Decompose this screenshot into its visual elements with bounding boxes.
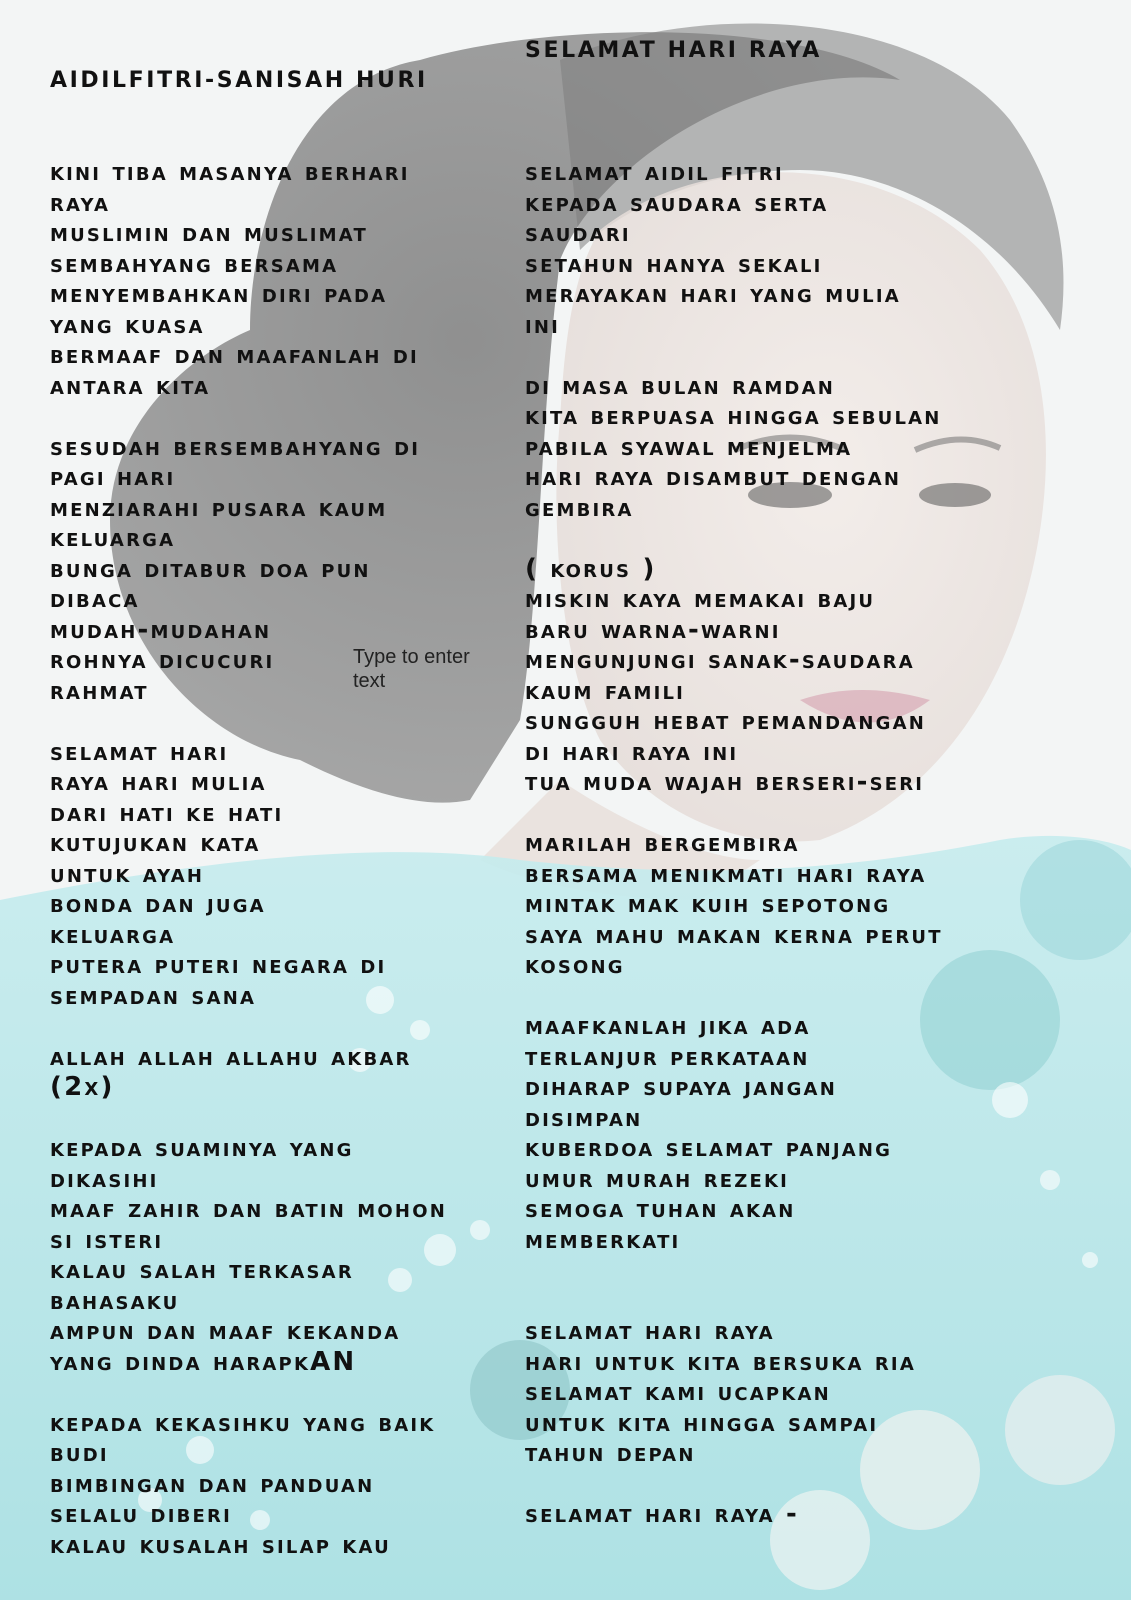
lyric-line: ini bbox=[525, 309, 561, 340]
lyric-line: (2x) bbox=[50, 1072, 115, 1102]
lyric-line: selamat hari bbox=[50, 736, 229, 767]
lyric-line: kepada kekasihku yang baik bbox=[50, 1407, 436, 1438]
lyric-line: raya hari mulia bbox=[50, 767, 267, 797]
lyric-line: selamat hari raya bbox=[525, 1316, 775, 1346]
lyric-line: mintak mak kuih sepotong bbox=[525, 889, 891, 919]
lyric-line: mengunjungi sanak-saudara bbox=[525, 645, 915, 675]
stanza-gap bbox=[525, 523, 1125, 554]
lyric-line: tua muda wajah berseri-seri bbox=[525, 767, 925, 797]
lyric-line: sungguh hebat pemandangan bbox=[525, 706, 926, 736]
lyric-line: marilah bergembira bbox=[525, 828, 800, 858]
lyric-line: bimbingan dan panduan bbox=[50, 1468, 375, 1499]
lyric-line: keluarga bbox=[50, 523, 176, 553]
stanza-gap bbox=[525, 981, 1125, 1012]
right-column-title: SELAMAT HARI RAYA bbox=[525, 38, 822, 63]
lyric-line: sembahyang bersama bbox=[50, 248, 339, 279]
lyric-line: kaum famili bbox=[525, 675, 686, 706]
stanza-gap bbox=[525, 340, 1125, 371]
lyric-line: tahun depan bbox=[525, 1438, 696, 1468]
lyric-line: kepada saudara serta bbox=[525, 187, 829, 218]
lyric-line: bermaaf dan maafanlah di bbox=[50, 340, 419, 370]
lyric-line: maaf zahir dan batin mohon bbox=[50, 1194, 447, 1224]
lyric-line: hari untuk kita bersuka ria bbox=[525, 1346, 916, 1377]
lyric-line: kalau kusalah silap kau bbox=[50, 1529, 391, 1560]
stanza-gap bbox=[50, 706, 490, 737]
stanza-gap bbox=[50, 1103, 490, 1134]
lyric-line: merayakan hari yang mulia bbox=[525, 279, 901, 309]
lyric-line: antara kita bbox=[50, 370, 211, 401]
right-lyrics-column bbox=[525, 157, 1125, 1530]
lyric-line: dari hati ke hati bbox=[50, 797, 284, 828]
lyric-line: kita berpuasa hingga sebulan bbox=[525, 401, 942, 431]
stanza-gap bbox=[525, 1255, 1125, 1286]
lyric-line: rahmat bbox=[50, 675, 149, 706]
lyric-line: bonda dan juga bbox=[50, 889, 266, 919]
lyric-line: gembira bbox=[525, 492, 634, 523]
lyric-line: keluarga bbox=[50, 919, 176, 950]
stanza-gap bbox=[525, 1286, 1125, 1317]
lyric-line: terlanjur perkataan bbox=[525, 1041, 810, 1072]
lyric-line: miskin kaya memakai baju bbox=[525, 584, 876, 614]
text-box-placeholder[interactable]: Type to enter text bbox=[353, 646, 470, 692]
lyric-line: saudari bbox=[525, 218, 631, 248]
stanza-gap bbox=[50, 401, 490, 432]
lyric-line: umur murah rezeki bbox=[525, 1163, 790, 1194]
lyric-line: sempadan sana bbox=[50, 980, 257, 1011]
lyric-line: ( korus ) bbox=[525, 553, 657, 584]
lyric-line: diharap supaya jangan bbox=[525, 1072, 837, 1102]
lyric-line: di hari raya ini bbox=[525, 736, 739, 767]
lyric-line: untuk ayah bbox=[50, 858, 205, 889]
lyric-line: kutujukan kata bbox=[50, 828, 261, 858]
lyric-line: muslimin dan muslimat bbox=[50, 218, 368, 248]
lyric-line: putera puteri negara di bbox=[50, 950, 387, 980]
lyric-line: baru warna-warni bbox=[525, 614, 781, 645]
lyric-line: pabila syawal menjelma bbox=[525, 431, 853, 462]
lyric-line: kosong bbox=[525, 950, 625, 980]
lyric-line: si isteri bbox=[50, 1224, 164, 1255]
lyric-line: disimpan bbox=[525, 1102, 643, 1133]
stanza-gap bbox=[525, 798, 1125, 829]
lyric-line: yang dinda harapkAN bbox=[50, 1346, 357, 1377]
lyric-line: bunga ditabur doa pun bbox=[50, 553, 371, 584]
lyric-line: kuberdoa selamat panjang bbox=[525, 1133, 893, 1163]
lyric-line: dibaca bbox=[50, 584, 140, 614]
lyric-line: selamat aidil fitri bbox=[525, 157, 784, 187]
lyric-line: bersama menikmati hari raya bbox=[525, 858, 927, 889]
lyric-line: rohnya dicucuri bbox=[50, 645, 275, 675]
lyric-line: sesudah bersembahyang di bbox=[50, 431, 421, 462]
lyric-line: ampun dan maaf kekanda bbox=[50, 1316, 401, 1346]
lyric-line: saya mahu makan kerna perut bbox=[525, 919, 943, 950]
lyric-line: kepada suaminya yang bbox=[50, 1133, 354, 1163]
left-lyrics-column bbox=[50, 157, 490, 1560]
lyric-line: dikasihi bbox=[50, 1163, 159, 1194]
lyric-line: selamat hari raya - bbox=[525, 1499, 799, 1529]
stanza-gap bbox=[50, 1377, 490, 1408]
lyric-line: menziarahi pusara kaum bbox=[50, 492, 388, 523]
lyric-line: kalau salah terkasar bbox=[50, 1255, 354, 1285]
lyric-line: selamat kami ucapkan bbox=[525, 1377, 831, 1407]
stanza-gap bbox=[50, 1011, 490, 1042]
lyric-line: kini tiba masanya berhari bbox=[50, 157, 410, 187]
lyric-line: semoga tuhan akan bbox=[525, 1194, 796, 1224]
lyric-line: budi bbox=[50, 1438, 109, 1468]
lyric-line: pagi hari bbox=[50, 462, 176, 492]
lyric-line: selalu diberi bbox=[50, 1499, 232, 1529]
lyric-line: bahasaku bbox=[50, 1285, 180, 1316]
lyric-line: mudah-mudahan bbox=[50, 614, 272, 645]
lyric-line: raya bbox=[50, 187, 111, 218]
song-title: AIDILFITRI-SANISAH HURI bbox=[50, 68, 428, 93]
lyric-line: yang kuasa bbox=[50, 309, 205, 340]
lyric-line: untuk kita hingga sampai bbox=[525, 1407, 879, 1438]
lyric-line: allah allah allahu akbar bbox=[50, 1041, 412, 1072]
lyric-line: menyembahkan diri pada bbox=[50, 279, 388, 309]
lyric-line: hari raya disambut dengan bbox=[525, 462, 902, 492]
lyric-line: memberkati bbox=[525, 1224, 681, 1255]
lyric-line: setahun hanya sekali bbox=[525, 248, 823, 279]
lyric-line: maafkanlah jika ada bbox=[525, 1011, 811, 1041]
stanza-gap bbox=[525, 1469, 1125, 1500]
lyric-line: di masa bulan ramdan bbox=[525, 370, 835, 401]
